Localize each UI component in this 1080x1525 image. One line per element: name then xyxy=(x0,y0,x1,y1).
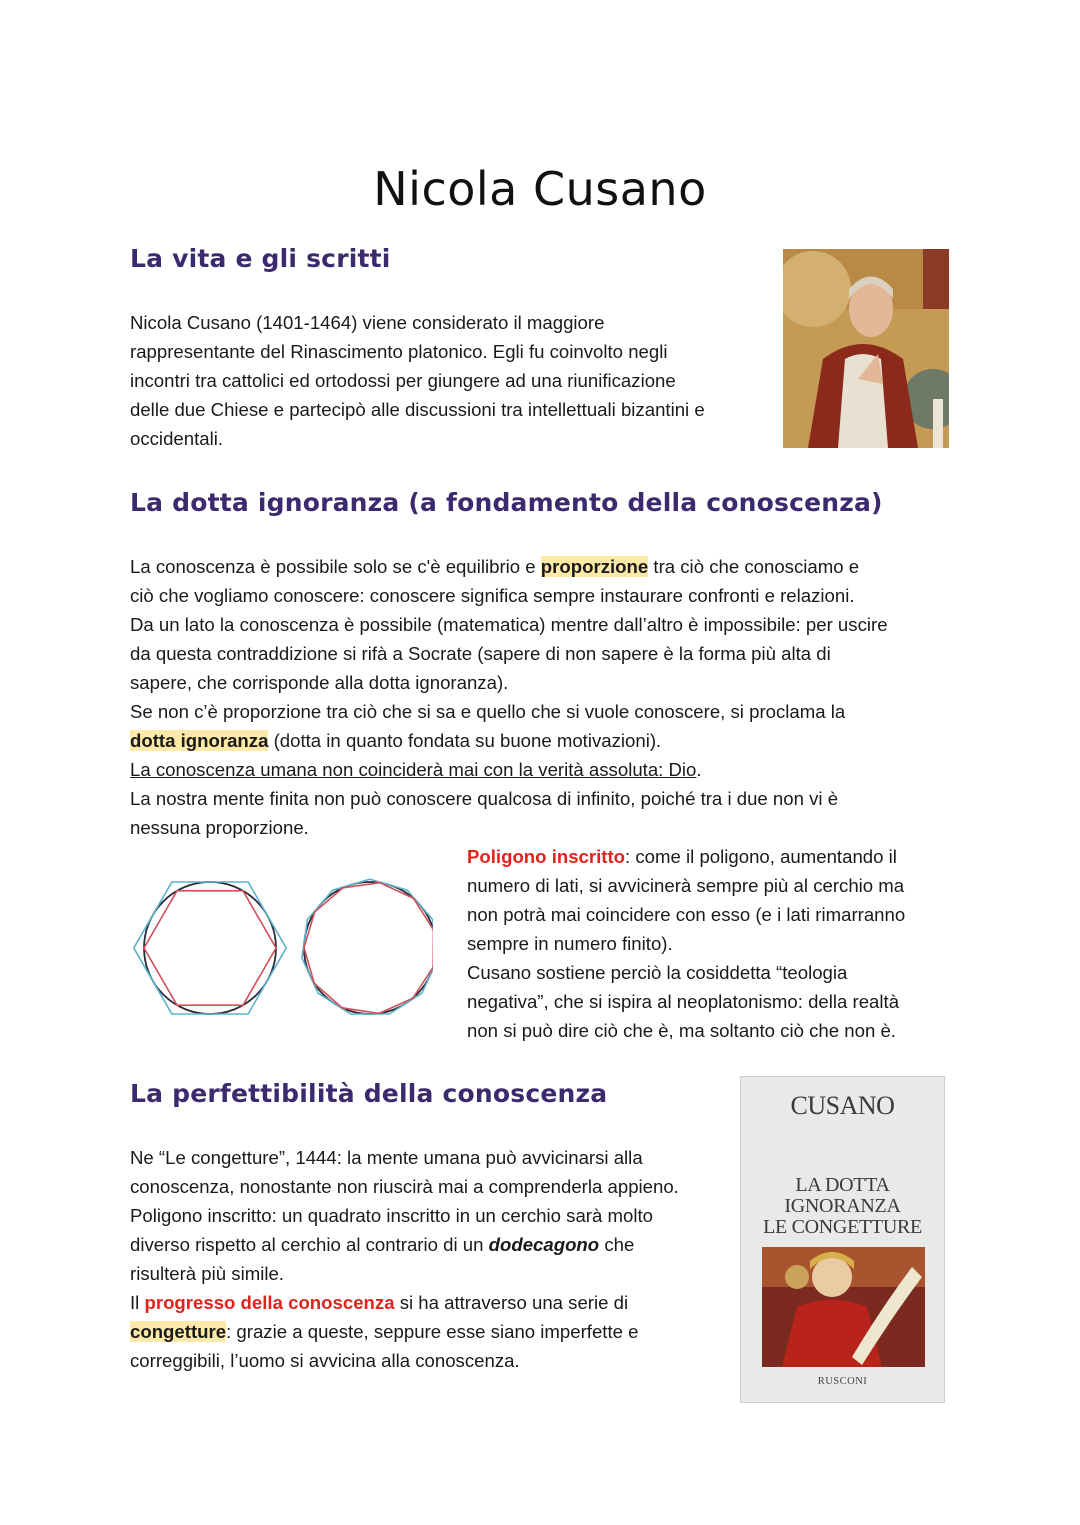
perfectibility-paragraph xyxy=(130,1143,730,1375)
text-line: negativa”, che si ispira al neoplatonismo: della realtà xyxy=(467,991,900,1012)
text-line: Nicola Cusano (1401-1464) viene considerato il maggiore xyxy=(130,312,605,333)
book-cover-painting xyxy=(762,1247,925,1367)
highlight-congetture: congetture xyxy=(130,1321,227,1342)
section-heading-learned-ignorance: La dotta ignoranza (a fondamento della conoscenza) xyxy=(130,488,883,517)
text-line: Se non c’è proporzione tra ciò che si sa e quello che si vuole conoscere, si proclama la xyxy=(130,701,846,722)
text-line: diverso rispetto al cerchio al contrario di un dodecagono che xyxy=(130,1234,635,1255)
text-line: risulterà più simile. xyxy=(130,1263,284,1284)
text-line: sempre in numero finito). xyxy=(467,933,673,954)
text-line: occidentali. xyxy=(130,428,224,449)
polygon-paragraph xyxy=(467,842,967,1045)
life-paragraph xyxy=(130,308,770,453)
text-line: delle due Chiese e partecipò alle discussioni tra intellettuali bizantini e xyxy=(130,399,705,420)
text-line: sapere, che corrisponde alla dotta ignoranza). xyxy=(130,672,509,693)
inscribed-polygons-illustration xyxy=(133,875,433,1030)
circle-left xyxy=(144,882,276,1014)
text-line: ciò che vogliamo conoscere: conoscere significa sempre instaurare confronti e relazioni. xyxy=(130,585,855,606)
page-title: Nicola Cusano xyxy=(373,162,707,216)
text-line: Poligono inscritto: un quadrato inscritto in un cerchio sarà molto xyxy=(130,1205,653,1226)
text-line: congetture: grazie a queste, seppure esse siano imperfette e xyxy=(130,1321,639,1342)
underlined-statement: La conoscenza umana non coinciderà mai con la verità assoluta: Dio xyxy=(130,759,697,780)
text-line: La conoscenza umana non coinciderà mai con la verità assoluta: Dio. xyxy=(130,759,702,780)
text-line: conoscenza, nonostante non riuscirà mai a comprenderla appieno. xyxy=(130,1176,679,1197)
text-line: nessuna proporzione. xyxy=(130,817,309,838)
text-line: correggibili, l’uomo si avvicina alla conoscenza. xyxy=(130,1350,520,1371)
text-line: La nostra mente finita non può conoscere qualcosa di infinito, poiché tra i due non vi è xyxy=(130,788,839,809)
section-heading-life: La vita e gli scritti xyxy=(130,244,391,273)
emphasis-dodecagono: dodecagono xyxy=(488,1234,600,1255)
text-line: Da un lato la conoscenza è possibile (matematica) mentre dall’altro è impossibile: per uscire xyxy=(130,614,888,635)
highlight-dotta-ignoranza: dotta ignoranza xyxy=(130,730,269,751)
book-publisher: RUSCONI xyxy=(817,1376,868,1387)
book-author: CUSANO xyxy=(790,1091,895,1120)
text-line: Poligono inscritto: come il poligono, aumentando il xyxy=(467,846,897,867)
text-line: dotta ignoranza (dotta in quanto fondata su buone motivazioni). xyxy=(130,730,662,751)
text-line: rappresentante del Rinascimento platonico. Egli fu coinvolto negli xyxy=(130,341,668,362)
text-line: numero di lati, si avvicinerà sempre più al cerchio ma xyxy=(467,875,905,896)
hexagon-circumscribed xyxy=(134,882,286,1014)
learned-ignorance-paragraph xyxy=(130,552,960,842)
book-title: LA DOTTA IGNORANZA LE CONGETTURE xyxy=(763,1174,922,1238)
text-line: Ne “Le congetture”, 1444: la mente umana può avvicinarsi alla xyxy=(130,1147,643,1168)
portrait-image xyxy=(783,249,949,448)
text-line: da questa contraddizione si rifà a Socrate (sapere di non sapere è la forma più alta di xyxy=(130,643,831,664)
hexagon-inscribed xyxy=(144,891,276,1005)
text-line: Il progresso della conoscenza si ha attraverso una serie di xyxy=(130,1292,629,1313)
text-line: Cusano sostiene perciò la cosiddetta “teologia xyxy=(467,962,848,983)
text-line: non potrà mai coincidere con esso (e i lati rimarranno xyxy=(467,904,906,925)
text-line: non si può dire ciò che è, ma soltanto ciò che non è. xyxy=(467,1020,896,1041)
book-cover-image xyxy=(740,1076,945,1403)
section-heading-perfectibility: La perfettibilità della conoscenza xyxy=(130,1079,608,1108)
text-line: incontri tra cattolici ed ortodossi per giungere ad una riunificazione xyxy=(130,370,676,391)
red-term-poligono: Poligono inscritto xyxy=(467,846,626,867)
red-term-progresso: progresso della conoscenza xyxy=(144,1292,395,1313)
highlight-proporzione: proporzione xyxy=(540,556,649,577)
text-line: La conoscenza è possibile solo se c'è equilibrio e proporzione tra ciò che conosciamo e xyxy=(130,556,860,577)
